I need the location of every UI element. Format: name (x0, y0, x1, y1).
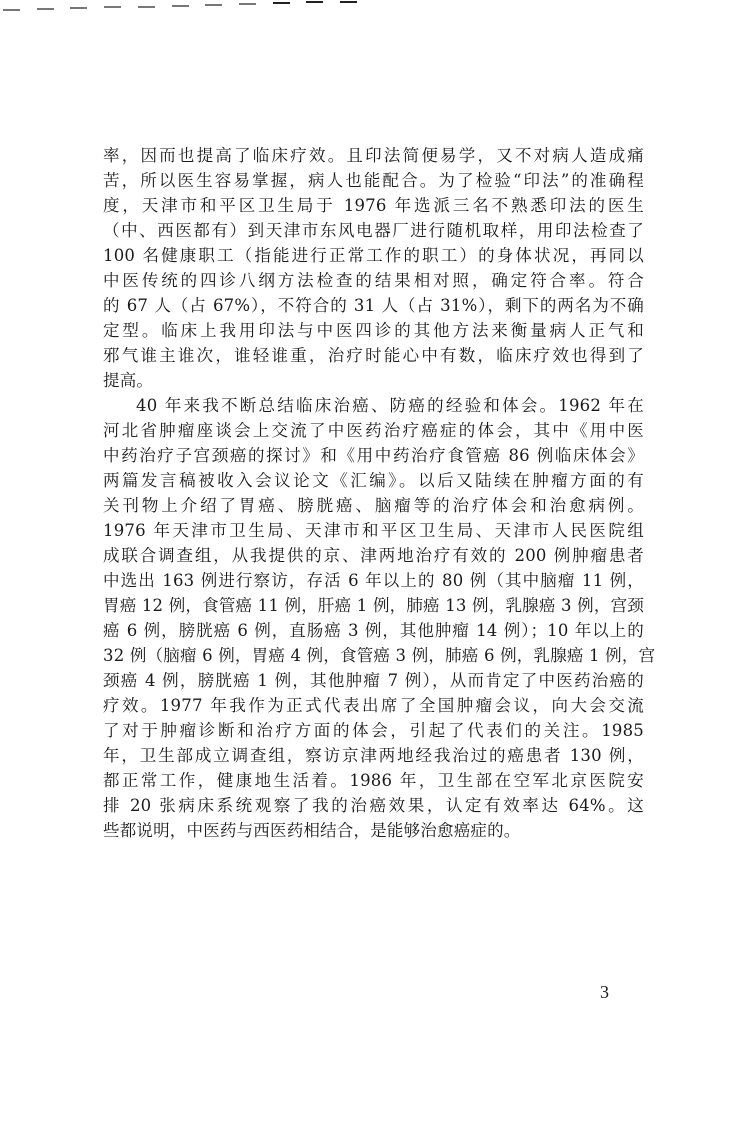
text-line: 两篇发言稿被收入会议论文《汇编》。以后又陆续在肿瘤方面的有 (103, 471, 644, 490)
text-line: 的 67 人（占 67%），不符合的 31 人（占 31%），剩下的两名为不确 (103, 296, 644, 315)
dash-segment (3, 9, 20, 11)
paragraph-2 (103, 393, 656, 843)
paragraph-1 (103, 143, 644, 393)
dash-segment (340, 1, 357, 3)
dash-segment (239, 3, 256, 5)
dash-segment (205, 4, 222, 6)
text-line: 疗效。1977 年我作为正式代表出席了全国肿瘤会议，向大会交流 (103, 696, 644, 715)
text-line: 癌 6 例，膀胱癌 6 例，直肠癌 3 例，其他肿瘤 14 例）；10 年以上的 (103, 621, 644, 640)
text-line: 100 名健康职工（指能进行正常工作的职工）的身体状况，再同以 (103, 246, 644, 265)
text-line: （中、西医都有）到天津市东风电器厂进行随机取样，用印法检查了 (103, 221, 644, 240)
page-number: 3 (600, 982, 609, 1002)
text-line: 邪气谁主谁次，谁轻谁重，治疗时能心中有数，临床疗效也得到了 (103, 346, 644, 365)
text-line: 关刊物上介绍了胃癌、膀胱癌、脑瘤等的治疗体会和治愈病例。 (103, 496, 644, 515)
text-line: 率，因而也提高了临床疗效。且印法简便易学，又不对病人造成痛 (103, 146, 644, 165)
text-line: 定型。临床上我用印法与中医四诊的其他方法来衡量病人正气和 (103, 321, 644, 340)
text-line: 些都说明，中医药与西医药相结合，是能够治愈癌症的。 (103, 821, 521, 840)
dash-segment (104, 6, 121, 8)
text-line: 苦，所以医生容易掌握，病人也能配合。为了检验“印法”的准确程 (103, 171, 644, 190)
dash-segment (70, 7, 87, 9)
text-line: 中医传统的四诊八纲方法检查的结果相对照，确定符合率。符合 (103, 271, 644, 290)
top-dashed-rule (0, 0, 400, 14)
text-line: 颈癌 4 例，膀胱癌 1 例，其他肿瘤 7 例），从而肯定了中医药治癌的 (103, 671, 644, 690)
text-line: 40 年来我不断总结临床治癌、防癌的经验和体会。1962 年在 (136, 396, 644, 415)
text-line: 提高。 (103, 371, 154, 390)
text-line: 1976 年天津市卫生局、天津市和平区卫生局、天津市人民医院组 (103, 521, 644, 540)
text-line: 了对于肿瘤诊断和治疗方面的体会，引起了代表们的关注。1985 (103, 721, 644, 740)
dash-segment (306, 1, 323, 3)
text-line: 度，天津市和平区卫生局于 1976 年选派三名不熟悉印法的医生 (103, 196, 644, 215)
dash-segment (138, 6, 155, 8)
dash-segment (273, 2, 290, 4)
page-body (103, 143, 656, 843)
dash-segment (37, 8, 54, 10)
text-line: 中药治疗子宫颈癌的探讨》和《用中药治疗食管癌 86 例临床体会》 (103, 446, 644, 465)
text-line: 胃癌 12 例，食管癌 11 例，肝癌 1 例，肺癌 13 例，乳腺癌 3 例，宫颈 (103, 596, 644, 615)
text-line: 都正常工作，健康地生活着。1986 年，卫生部在空军北京医院安 (103, 771, 644, 790)
text-line: 中选出 163 例进行察访，存活 6 年以上的 80 例（其中脑瘤 11 例， (103, 571, 644, 590)
text-line: 成联合调查组，从我提供的京、津两地治疗有效的 200 例肿瘤患者 (103, 546, 644, 565)
dash-segment (172, 5, 189, 7)
text-line: 排 20 张病床系统观察了我的治癌效果，认定有效率达 64%。这 (103, 796, 644, 815)
text-line: 河北省肿瘤座谈会上交流了中医药治疗癌症的体会，其中《用中医 (103, 421, 644, 440)
text-line: 年，卫生部成立调查组，察访京津两地经我治过的癌患者 130 例， (103, 746, 644, 765)
text-line: 32 例（脑瘤 6 例，胃癌 4 例，食管癌 3 例，肺癌 6 例，乳腺癌 1 例，宫 (103, 646, 656, 665)
